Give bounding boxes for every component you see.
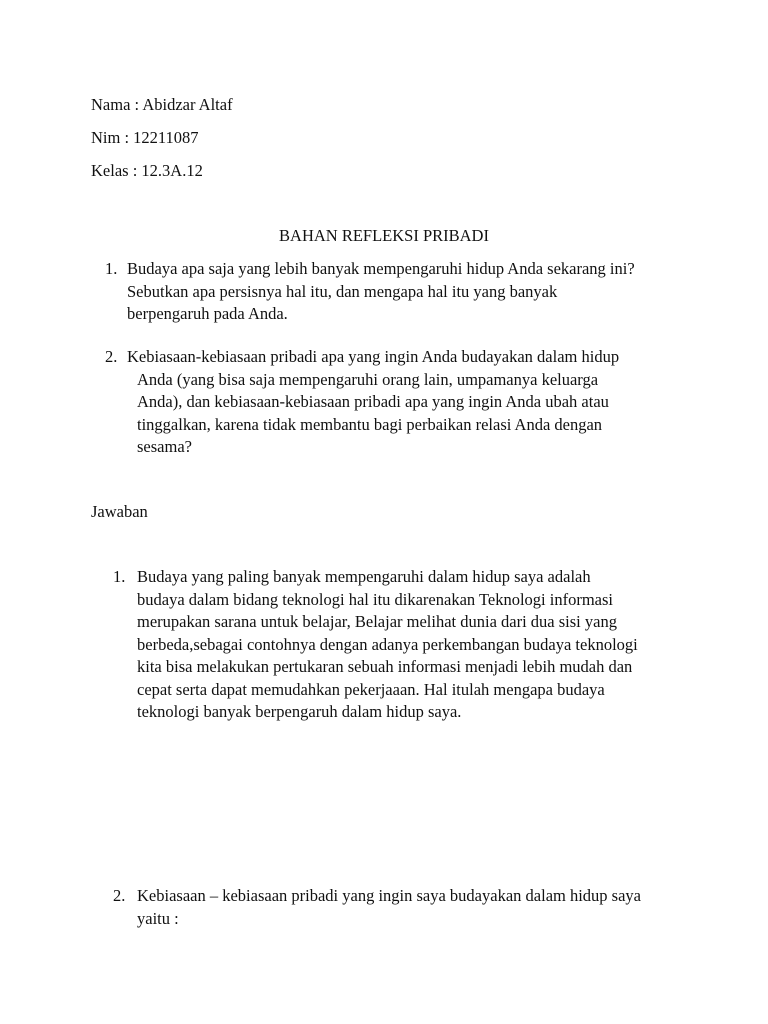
answer-line: cepat serta dapat memudahkan pekerjaaan. Hal itulah mengapa budaya — [137, 679, 605, 699]
question-number: 2. — [105, 347, 118, 366]
question-text — [127, 346, 619, 369]
answer-line: teknologi banyak berpengaruh dalam hidup saya. — [137, 702, 462, 721]
question-line: Anda (yang bisa saja mempengaruhi orang lain, umpamanya keluarga — [137, 369, 599, 389]
question-line: Anda), dan kebiasaan-kebiasaan pribadi apa yang ingin Anda ubah atau — [137, 392, 609, 411]
question-line: berpengaruh pada Anda. — [127, 304, 288, 323]
answer-text — [137, 566, 638, 724]
question-line: sesama? — [137, 437, 192, 456]
question-line: tinggalkan, karena tidak membantu bagi perbaikan relasi Anda dengan — [137, 414, 603, 434]
question-number: 1. — [105, 259, 118, 278]
question-line: Kebiasaan-kebiasaan pribadi apa yang ingin Anda budayakan dalam hidup — [127, 347, 620, 366]
student-class: Kelas : 12.3A.12 — [91, 161, 203, 180]
answer-number: 2. — [113, 886, 126, 905]
student-name: Nama : Abidzar Altaf — [91, 95, 233, 114]
answer-number: 1. — [113, 567, 126, 586]
question-text — [127, 258, 635, 326]
student-nim: Nim : 12211087 — [91, 128, 199, 147]
answer-line: yaitu : — [137, 908, 179, 928]
answer-line: Budaya yang paling banyak mempengaruhi dalam hidup saya adalah — [137, 567, 591, 586]
answer-line: budaya dalam bidang teknologi hal itu dikarenakan Teknologi informasi — [137, 589, 614, 609]
answer-line: berbeda,sebagai contohnya dengan adanya perkembangan budaya teknologi — [137, 634, 638, 654]
question-line: Sebutkan apa persisnya hal itu, dan mengapa hal itu yang banyak — [127, 281, 558, 301]
answer-line: merupakan sarana untuk belajar, Belajar melihat dunia dari dua sisi yang — [137, 612, 617, 631]
answer-heading: Jawaban — [91, 502, 148, 521]
document-title: BAHAN REFLEKSI PRIBADI — [279, 226, 489, 245]
question-text-continued — [137, 369, 609, 459]
answer-line: Kebiasaan – kebiasaan pribadi yang ingin saya budayakan dalam hidup saya — [137, 886, 641, 905]
question-line: Budaya apa saja yang lebih banyak mempengaruhi hidup Anda sekarang ini? — [127, 259, 635, 278]
answer-line: kita bisa melakukan pertukaran sebuah informasi menjadi lebih mudah dan — [137, 657, 633, 676]
answer-text — [137, 885, 641, 930]
